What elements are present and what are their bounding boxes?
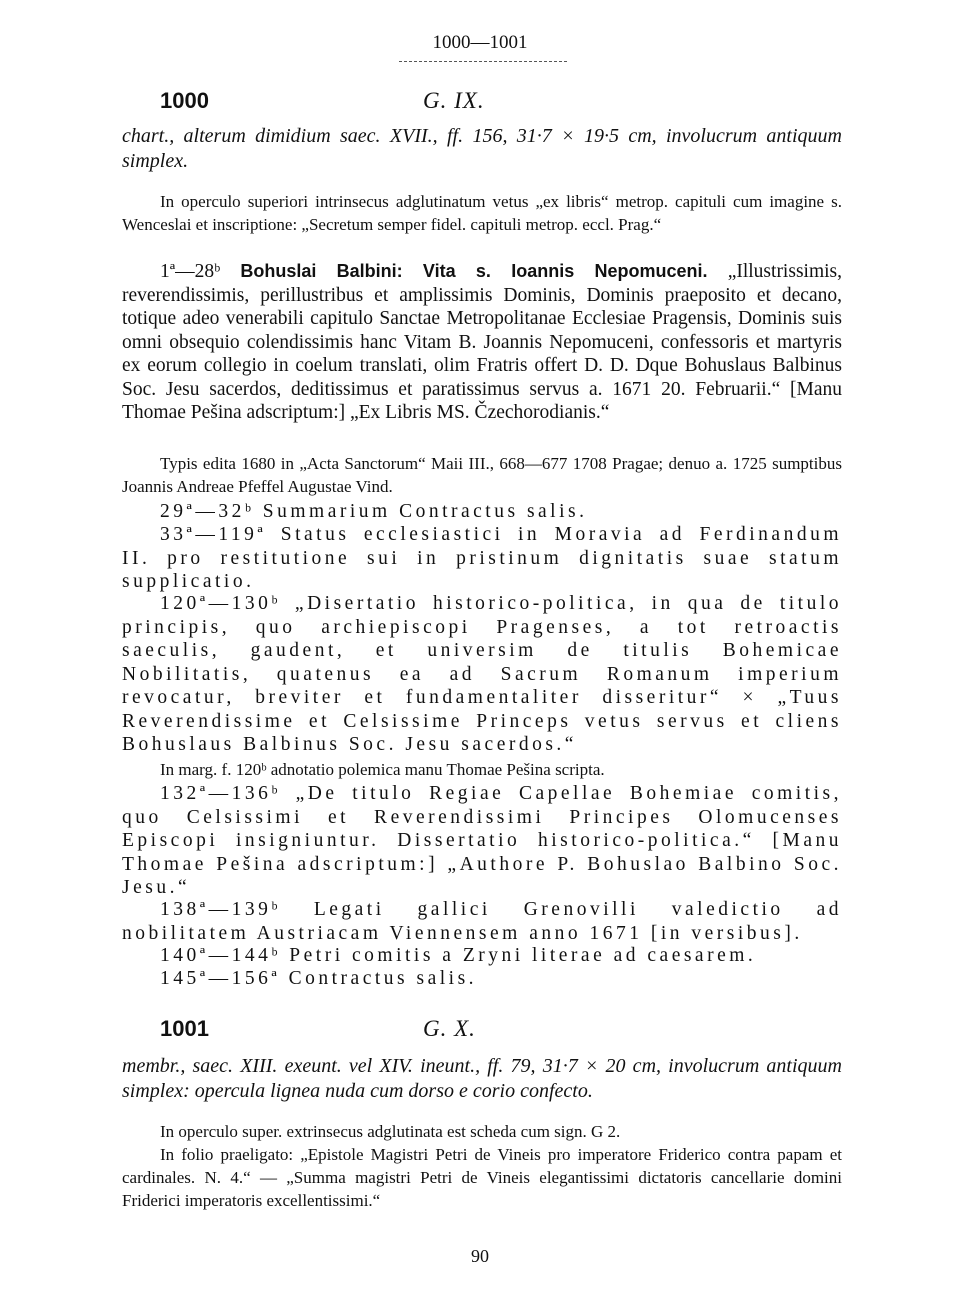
entry-number: 1001	[160, 1016, 209, 1041]
entry-description: chart., alterum dimidium saec. XVII., ff. 156, 31·7 × 19·5 cm, involucrum antiquum simplex.	[122, 125, 842, 172]
header-rule	[399, 61, 567, 62]
item-legati: 138ª—139ᵇ Legati gallici Grenovilli valedictio ad nobilitatem Austriacam Viennensem anno 1671 [in versibus].	[122, 899, 842, 944]
margin-note: In marg. f. 120ᵇ adnotatio polemica manu Thomae Pešina scripta.	[160, 760, 605, 779]
page-number: 90	[471, 1246, 489, 1266]
flyleaf-note: In folio praeligato: „Epistole Magistri Petri de Vineis pro imperatore Friderico contra papam et cardinales. N. 4.“ — „Summa magistri Petri de Vineis elegantissimi dictatoris cancellarie domini Friderici imperatoris excellentissimi.“	[122, 1145, 842, 1210]
cover-note: In operculo superiori intrinsecus adglutinatum vetus „ex libris“ metrop. capituli cum imagine s. Wenceslai et inscriptione: „Secretum semper fidel. capituli metrop. eccl. Prag.“	[122, 192, 842, 234]
entry-description: membr., saec. XIII. exeunt. vel XIV. ineunt., ff. 79, 31·7 × 20 cm, involucrum antiquum simplex: opercula lignea nuda cum dorso e corio confecto.	[122, 1055, 842, 1102]
item-summarium: 29ª—32ᵇ Summarium Contractus salis.	[160, 501, 588, 522]
item-title: Bohuslai Balbini: Vita s. Ioannis Nepomuceni.	[240, 261, 708, 281]
item-capella: 132ª—136ᵇ „De titulo Regiae Capellae Bohemiae comitis, quo Celsissimi et Reverendissimi Principes Olomucenses Episcopi insigniuntur. Dissertatio historico-politica.“ [Manu Thomae Pešina adscriptum:] „Authore P. Bohuslao Balbino Soc. Jesu.“	[122, 783, 842, 898]
entry-signature: G. IX.	[423, 88, 485, 113]
cover-note: In operculo super. extrinsecus adglutinata est scheda cum sign. G 2.	[160, 1122, 621, 1141]
running-header: 1000—1001	[432, 32, 528, 53]
entry-number: 1000	[160, 88, 209, 113]
edition-note: Typis edita 1680 in „Acta Sanctorum“ Maii III., 668—677 1708 Pragae; denuo a. 1725 sumptibus Joannis Andreae Pfeffel Augustae Vind.	[122, 454, 842, 496]
item-text: „Illustrissimis, reverendissimis, perillustribus et amplissimis Dominis, Dominis praeposito et decano, totique adeo venerabili capitulo Sanctae Metropolitanae Ecclesiae Pragensis, Dominis suis omni obsequio colendissimis hanc Vitam B. Joannis Nepomuceni, confessoris et martyris ex eorum collegio in coelum translati, olim Fratris offert D. D. Dque Bohuslaus Balbinus Soc. Jesu sacerdos, deditissimus et paratissimus servus a. 1671 20. Februarii.“ [Manu Thomae Pešina adscriptum:] „Ex Libris MS. Čzechorodianis.“	[122, 261, 842, 423]
item-contractus: 145ª—156ª Contractus salis.	[160, 968, 478, 989]
item-status: 33ª—119ª Status ecclesiastici in Moravia ad Ferdinandum II. pro restitutione sui in pristinum dignitatis suae statum supplicatio.	[122, 524, 842, 592]
item-vita	[122, 260, 842, 425]
item-disertatio: 120ª—130ᵇ „Disertatio historico-politica, in qua de titulo principis, quo archiepiscopi Pragenses, a tot retroactis saeculis, gaudent, et universim de titulis Bohemicae Nobilitatis, quatenus ea ad Sacrum Romanum imperium revocatur, breviter et fundamentaliter disseritur“ × „Tuus Reverendissime et Celsissime Princeps vetus servus et cliens Bohuslaus Balbinus Soc. Jesu sacerdos.“	[122, 593, 842, 755]
item-zryni: 140ª—144ᵇ Petri comitis a Zryni literae ad caesarem.	[160, 945, 757, 966]
entry-signature: G. X.	[423, 1016, 476, 1041]
folio-range: 1ª—28ᵇ	[160, 261, 221, 282]
